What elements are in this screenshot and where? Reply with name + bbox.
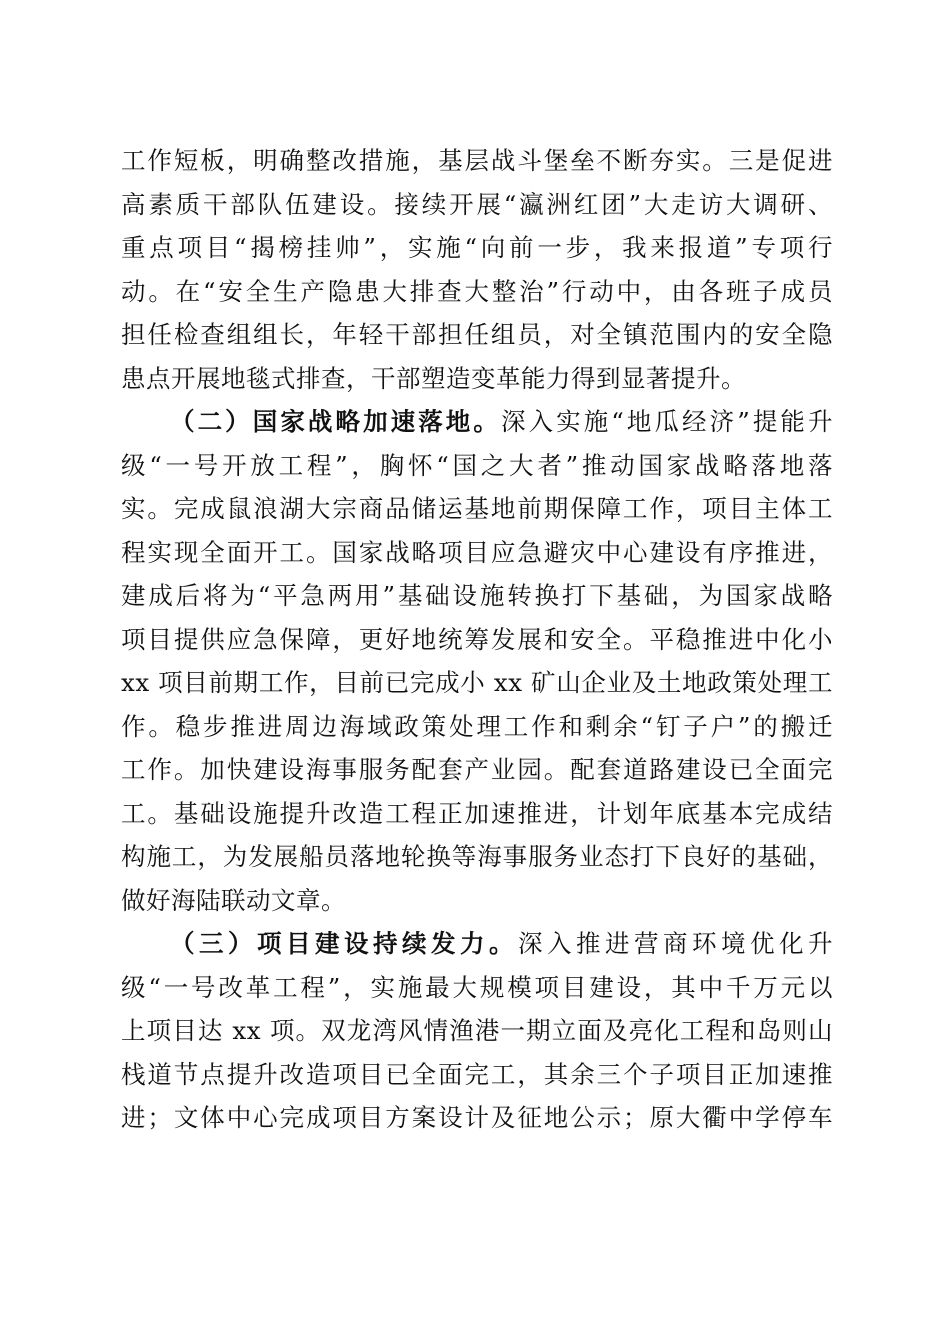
section-heading: （三）项目建设持续发力。 [170, 929, 518, 958]
text-segment: 深入实施“地瓜经济”提能升 [500, 407, 833, 436]
text-line: 做好海陆联动文章。 [121, 886, 346, 915]
text-line: 上项目达 xx 项。双龙湾风情渔港一期立面及亮化工程和岛则山 [121, 1016, 833, 1045]
text-line: 实。完成鼠浪湖大宗商品储运基地前期保障工作，项目主体工 [121, 494, 833, 523]
text-line: 进；文体中心完成项目方案设计及征地公示；原大衢中学停车 [121, 1103, 833, 1132]
paragraph-first-line [170, 928, 833, 960]
text-line: 患点开展地毯式排查，干部塑造变革能力得到显著提升。 [121, 364, 746, 393]
text-line: 程实现全面开工。国家战略项目应急避灾中心建设有序推进， [121, 538, 833, 567]
text-line: xx 项目前期工作，目前已完成小 xx 矿山企业及土地政策处理工 [121, 668, 833, 697]
text-line: 建成后将为“平急两用”基础设施转换打下基础，为国家战略 [121, 581, 833, 610]
text-line: 栈道节点提升改造项目已全面完工，其余三个子项目正加速推 [121, 1060, 833, 1089]
text-line: 担任检查组组长，年轻干部担任组员，对全镇范围内的安全隐 [121, 320, 833, 349]
text-line: 项目提供应急保障，更好地统筹发展和安全。平稳推进中化小 [121, 625, 833, 654]
text-line: 重点项目“揭榜挂帅”，实施“向前一步，我来报道”专项行 [121, 233, 833, 262]
text-segment: 深入推进营商环境优化升 [518, 929, 833, 958]
text-line: 级“一号改革工程”，实施最大规模项目建设，其中千万元以 [121, 973, 833, 1002]
text-line: 高素质干部队伍建设。接续开展“瀛洲红团”大走访大调研、 [121, 190, 833, 219]
text-line: 级“一号开放工程”，胸怀“国之大者”推动国家战略落地落 [121, 451, 833, 480]
text-line: 构施工，为发展船员落地轮换等海事服务业态打下良好的基础， [121, 842, 833, 871]
text-line: 工作短板，明确整改措施，基层战斗堡垒不断夯实。三是促进 [121, 146, 833, 175]
text-line: 动。在“安全生产隐患大排查大整治”行动中，由各班子成员 [121, 277, 833, 306]
text-line: 工。基础设施提升改造工程正加速推进，计划年底基本完成结 [121, 799, 833, 828]
paragraph-first-line [170, 406, 833, 438]
text-line: 作。稳步推进周边海域政策处理工作和剩余“钉子户”的搬迁 [121, 712, 833, 741]
text-line: 工作。加快建设海事服务配套产业园。配套道路建设已全面完 [121, 755, 833, 784]
section-heading: （二）国家战略加速落地。 [170, 407, 501, 436]
